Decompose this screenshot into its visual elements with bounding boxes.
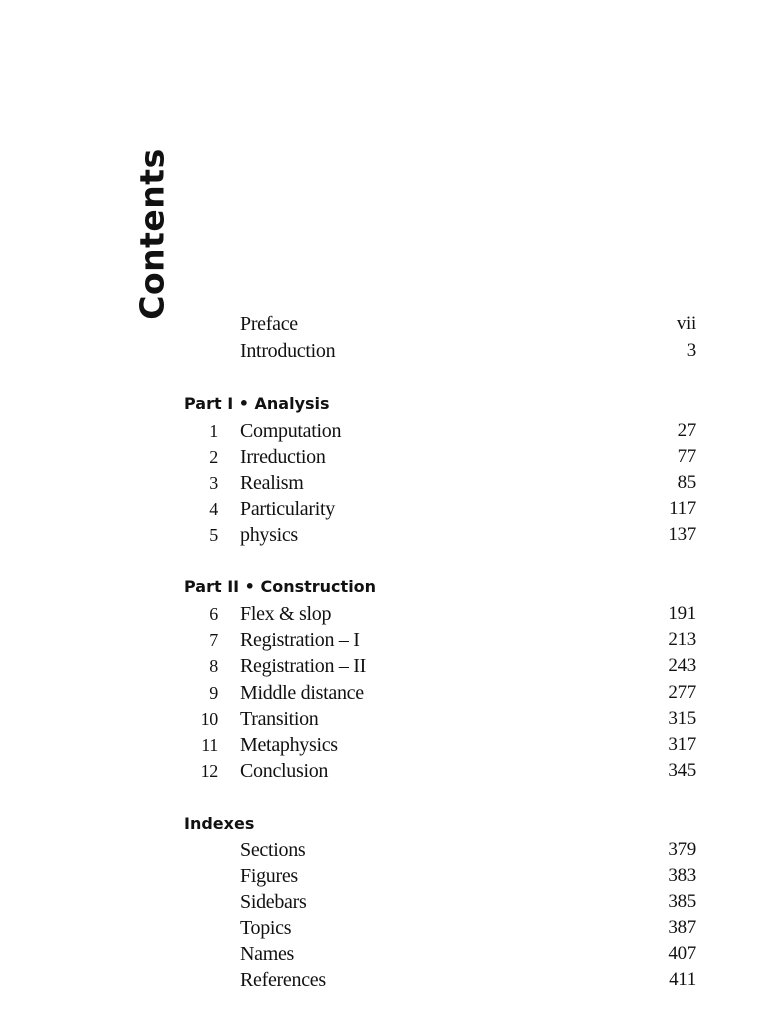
- entry-page: 213: [668, 629, 696, 650]
- entry-page: 277: [668, 682, 696, 703]
- entry-page: 191: [668, 603, 696, 624]
- chapter-number: 2: [209, 447, 218, 467]
- entry-title: Flex & slop: [240, 603, 332, 625]
- entry-page: 243: [668, 655, 696, 676]
- toc-entry-chapter-8[interactable]: [0, 653, 768, 679]
- entry-title: Registration – II: [240, 655, 366, 677]
- toc-entry-chapter-4[interactable]: [0, 496, 768, 522]
- toc-entry-references[interactable]: [0, 967, 768, 993]
- toc-entry-chapter-1[interactable]: [0, 418, 768, 444]
- chapter-number: 4: [209, 499, 218, 519]
- entry-page: 385: [668, 891, 696, 912]
- part-2-heading: Part II • Construction: [184, 577, 377, 596]
- entry-page: 77: [677, 446, 696, 467]
- entry-page: 383: [668, 865, 696, 886]
- toc-entry-topics[interactable]: [0, 915, 768, 941]
- toc-entry-chapter-6[interactable]: [0, 601, 768, 627]
- entry-page: 3: [686, 340, 696, 361]
- entry-page: 137: [668, 524, 696, 545]
- toc-entry-figures[interactable]: [0, 863, 768, 889]
- entry-page: 387: [668, 917, 696, 938]
- chapter-number: 6: [209, 604, 218, 624]
- entry-title: Sidebars: [240, 891, 307, 913]
- contents-heading-text: Contents: [132, 148, 172, 320]
- entry-page: 27: [677, 420, 696, 441]
- chapter-number: 11: [201, 735, 218, 755]
- chapter-number: 9: [209, 683, 218, 703]
- entry-title: Registration – I: [240, 629, 360, 651]
- toc-entry-introduction[interactable]: [0, 338, 768, 364]
- entry-title: Figures: [240, 865, 298, 887]
- entry-title: Topics: [240, 917, 292, 939]
- chapter-number: 3: [209, 473, 218, 493]
- toc-entry-chapter-2[interactable]: [0, 444, 768, 470]
- entry-title: Computation: [240, 420, 342, 442]
- entry-page: 411: [669, 969, 696, 990]
- entry-page: 315: [668, 708, 696, 729]
- chapter-number: 1: [209, 421, 218, 441]
- chapter-number: 10: [200, 709, 218, 729]
- chapter-number: 12: [200, 761, 218, 781]
- toc-entry-names[interactable]: [0, 941, 768, 967]
- toc-entry-preface[interactable]: [0, 311, 768, 337]
- entry-title: Irreduction: [240, 446, 326, 468]
- toc-entry-chapter-10[interactable]: [0, 706, 768, 732]
- entry-page: 117: [669, 498, 696, 519]
- part-1-heading: Part I • Analysis: [184, 394, 330, 413]
- toc-entry-chapter-9[interactable]: [0, 680, 768, 706]
- chapter-number: 8: [209, 656, 218, 676]
- entry-title: Middle distance: [240, 682, 364, 704]
- entry-page: vii: [676, 313, 696, 334]
- toc-entry-chapter-5[interactable]: [0, 522, 768, 548]
- toc-entry-chapter-11[interactable]: [0, 732, 768, 758]
- entry-title: References: [240, 969, 326, 991]
- entry-title: Introduction: [240, 340, 336, 362]
- toc-entry-sections[interactable]: [0, 837, 768, 863]
- entry-title: Metaphysics: [240, 734, 338, 756]
- toc-entry-chapter-7[interactable]: [0, 627, 768, 653]
- toc-entry-chapter-3[interactable]: [0, 470, 768, 496]
- entry-page: 317: [668, 734, 696, 755]
- entry-title: Transition: [240, 708, 319, 730]
- chapter-number: 7: [209, 630, 218, 650]
- toc-entry-sidebars[interactable]: [0, 889, 768, 915]
- entry-title: Names: [240, 943, 295, 965]
- toc-entry-chapter-12[interactable]: [0, 758, 768, 784]
- indexes-heading: Indexes: [184, 814, 255, 833]
- entry-title: Sections: [240, 839, 306, 861]
- entry-page: 85: [677, 472, 696, 493]
- entry-page: 345: [668, 760, 696, 781]
- entry-page: 379: [668, 839, 696, 860]
- entry-title: Conclusion: [240, 760, 329, 782]
- entry-title: Preface: [240, 313, 298, 335]
- entry-title: Particularity: [240, 498, 335, 520]
- entry-title: Realism: [240, 472, 304, 494]
- entry-title: physics: [240, 524, 298, 546]
- entry-page: 407: [668, 943, 696, 964]
- chapter-number: 5: [209, 525, 218, 545]
